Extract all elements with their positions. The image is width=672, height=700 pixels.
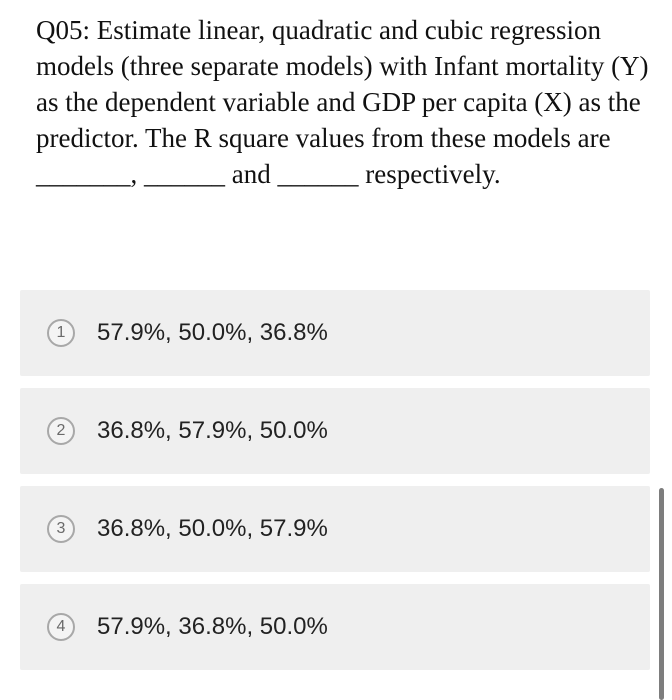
option-1[interactable] bbox=[20, 290, 650, 376]
option-label: 57.9%, 36.8%, 50.0% bbox=[97, 613, 328, 640]
option-4[interactable] bbox=[20, 584, 650, 670]
option-label: 57.9%, 50.0%, 36.8% bbox=[97, 319, 328, 346]
option-number-badge: 3 bbox=[47, 515, 75, 543]
scrollbar-thumb[interactable] bbox=[659, 488, 664, 700]
answer-options bbox=[20, 290, 650, 682]
option-label: 36.8%, 50.0%, 57.9% bbox=[97, 515, 328, 542]
option-3[interactable] bbox=[20, 486, 650, 572]
question-text: Q05: Estimate linear, quadratic and cubic regression models (three separate models) with Infant mortality (Y) as the dependent variable and GDP per capita (X) as the predictor. The R square values from these models are _______, ______ and ______ respectively. bbox=[36, 15, 649, 189]
option-number-badge: 1 bbox=[47, 319, 75, 347]
option-2[interactable] bbox=[20, 388, 650, 474]
option-number-badge: 2 bbox=[47, 417, 75, 445]
option-number-badge: 4 bbox=[47, 613, 75, 641]
option-label: 36.8%, 57.9%, 50.0% bbox=[97, 417, 328, 444]
